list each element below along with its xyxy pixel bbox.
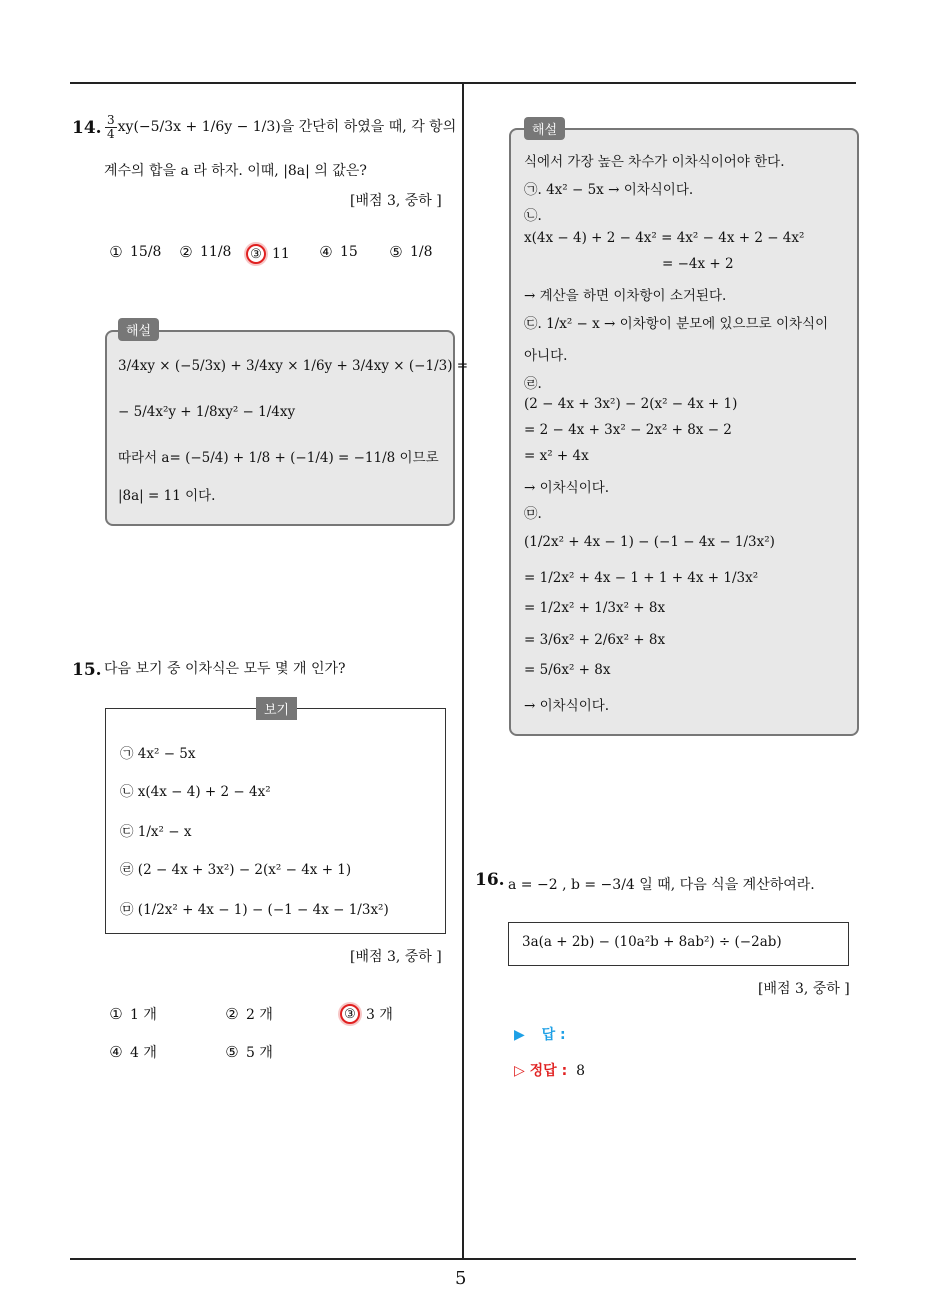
stem-lead-fraction: $\frac{3}{4}$ bbox=[107, 112, 115, 141]
q14-choice-4[interactable] bbox=[318, 244, 358, 260]
rs-line-13: → 이차식이다. bbox=[524, 480, 610, 496]
item-mark: ㉠ bbox=[120, 746, 134, 762]
choice-text: 2 개 bbox=[246, 1007, 273, 1023]
q15-choice-1[interactable] bbox=[108, 1004, 157, 1024]
selected-answer-mark: ③ bbox=[340, 1004, 360, 1024]
q15-choice-5[interactable] bbox=[224, 1042, 273, 1062]
q14-choice-1[interactable] bbox=[108, 244, 161, 260]
rs-line-9: ㉣. bbox=[524, 376, 542, 392]
item-mark: ㉡ bbox=[120, 784, 134, 800]
rs-line-6: → 계산을 하면 이차항이 소거된다. bbox=[524, 288, 727, 304]
q15-choice-2[interactable] bbox=[224, 1004, 273, 1024]
rs-line-17: = 1/2x² + 1/3x² + 8x bbox=[524, 600, 666, 616]
question-16-stem: a = −2 , b = −3/4 일 때, 다음 식을 계산하여라. bbox=[508, 877, 815, 893]
q14-solution-line-1: 3/4xy × (−5/3x) + 3/4xy × 1/6y + 3/4xy × (−1/3) = bbox=[118, 358, 469, 374]
rs-line-1: 식에서 가장 높은 차수가 이차식이어야 한다. bbox=[524, 154, 785, 170]
outline-play-icon: ▷ bbox=[514, 1063, 525, 1079]
q15-item-4 bbox=[120, 858, 351, 878]
rs-line-3: ㉡. bbox=[524, 208, 542, 224]
q15-item-2 bbox=[120, 780, 271, 800]
item-expr: x(4x − 4) + 2 − 4x² bbox=[137, 784, 271, 800]
rs-line-20: → 이차식이다. bbox=[524, 698, 610, 714]
question-14-number: 14. bbox=[72, 118, 102, 138]
correct-answer-label: 정답 : bbox=[529, 1063, 568, 1079]
question-16-score: [배점 3, 중하 ] bbox=[758, 981, 850, 997]
column-divider bbox=[462, 82, 464, 1260]
choice-mark: ① bbox=[109, 242, 123, 261]
choice-text: 5 개 bbox=[246, 1045, 273, 1061]
question-14-score: [배점 3, 중하 ] bbox=[350, 193, 442, 209]
item-mark: ㉢ bbox=[120, 824, 134, 840]
choice-mark: ④ bbox=[109, 1042, 123, 1061]
correct-answer-row bbox=[514, 1060, 585, 1080]
correct-answer-value: 8 bbox=[576, 1063, 585, 1079]
rs-line-10: (2 − 4x + 3x²) − 2(x² − 4x + 1) bbox=[524, 396, 738, 412]
choice-text: 11 bbox=[272, 246, 290, 262]
question-16-number: 16. bbox=[475, 870, 505, 890]
choice-text: 1 개 bbox=[130, 1007, 157, 1023]
question-15-score: [배점 3, 중하 ] bbox=[350, 949, 442, 965]
rs-line-8: 아니다. bbox=[524, 348, 568, 364]
q15-item-3 bbox=[120, 820, 191, 840]
item-mark: ㉤ bbox=[120, 902, 134, 918]
q14-solution-line-2: − 5/4x²y + 1/8xy² − 1/4xy bbox=[118, 404, 296, 420]
q15-item-1 bbox=[120, 742, 196, 762]
selected-answer-mark: ③ bbox=[246, 244, 266, 264]
question-14-stem bbox=[104, 112, 459, 142]
q15-solution-tag: 해설 bbox=[524, 117, 565, 140]
choice-text: 1/8 bbox=[410, 244, 433, 260]
q15-example-tag: 보기 bbox=[256, 697, 297, 720]
bottom-rule bbox=[70, 1258, 856, 1260]
play-icon: ▶ bbox=[514, 1027, 525, 1043]
choice-text: 11/8 bbox=[200, 244, 232, 260]
rs-line-5: = −4x + 2 bbox=[662, 256, 734, 272]
q14-choice-3[interactable] bbox=[246, 244, 290, 264]
answer-row[interactable] bbox=[514, 1024, 566, 1044]
q15-choice-3[interactable] bbox=[340, 1004, 393, 1024]
choice-mark: ⑤ bbox=[389, 242, 403, 261]
q14-choice-5[interactable] bbox=[388, 244, 433, 260]
choice-mark: ① bbox=[109, 1004, 123, 1023]
choice-text: 15/8 bbox=[130, 244, 162, 260]
choice-text: 4 개 bbox=[130, 1045, 157, 1061]
question-15-number: 15. bbox=[72, 660, 102, 680]
rs-line-12: = x² + 4x bbox=[524, 448, 589, 464]
item-expr: (2 − 4x + 3x²) − 2(x² − 4x + 1) bbox=[137, 862, 352, 878]
rs-line-16: = 1/2x² + 4x − 1 + 1 + 4x + 1/3x² bbox=[524, 570, 759, 586]
rs-line-7: ㉢. 1/x² − x → 이차항이 분모에 있으므로 이차식이 bbox=[524, 316, 829, 332]
rs-line-14: ㉤. bbox=[524, 506, 542, 522]
rs-line-2: ㉠. 4x² − 5x → 이차식이다. bbox=[524, 182, 694, 198]
answer-label: 답 : bbox=[541, 1027, 566, 1043]
q14-solution-tag: 해설 bbox=[118, 318, 159, 341]
page-number: 5 bbox=[455, 1268, 467, 1289]
rs-line-4: x(4x − 4) + 2 − 4x² = 4x² − 4x + 2 − 4x² bbox=[524, 230, 805, 246]
question-14-stem-line1: xy(−5/3x + 1/6y − 1/3)을 간단히 하였을 때, 각 항의 bbox=[117, 119, 457, 135]
choice-mark: ④ bbox=[319, 242, 333, 261]
q14-solution-line-4: |8a| = 11 이다. bbox=[118, 488, 216, 504]
rs-line-19: = 5/6x² + 8x bbox=[524, 662, 611, 678]
item-expr: 4x² − 5x bbox=[137, 746, 196, 762]
rs-line-18: = 3/6x² + 2/6x² + 8x bbox=[524, 632, 666, 648]
choice-mark: ② bbox=[179, 242, 193, 261]
choice-mark: ⑤ bbox=[225, 1042, 239, 1061]
choice-text: 3 개 bbox=[366, 1007, 393, 1023]
q16-expression: 3a(a + 2b) − (10a²b + 8ab²) ÷ (−2ab) bbox=[522, 934, 782, 950]
q15-choice-4[interactable] bbox=[108, 1042, 157, 1062]
question-15-stem: 다음 보기 중 이차식은 모두 몇 개 인가? bbox=[104, 661, 346, 677]
choice-text: 15 bbox=[340, 244, 358, 260]
rs-line-15: (1/2x² + 4x − 1) − (−1 − 4x − 1/3x²) bbox=[524, 534, 775, 550]
q14-solution-line-3: 따라서 a= (−5/4) + 1/8 + (−1/4) = −11/8 이므로 bbox=[118, 450, 439, 466]
q15-item-5 bbox=[120, 898, 389, 918]
question-14-stem-line2: 계수의 합을 a 라 하자. 이때, |8a| 의 값은? bbox=[104, 163, 367, 179]
q14-choice-2[interactable] bbox=[178, 244, 231, 260]
item-expr: (1/2x² + 4x − 1) − (−1 − 4x − 1/3x²) bbox=[137, 902, 389, 918]
rs-line-11: = 2 − 4x + 3x² − 2x² + 8x − 2 bbox=[524, 422, 732, 438]
item-expr: 1/x² − x bbox=[137, 824, 192, 840]
choice-mark: ② bbox=[225, 1004, 239, 1023]
item-mark: ㉣ bbox=[120, 862, 134, 878]
